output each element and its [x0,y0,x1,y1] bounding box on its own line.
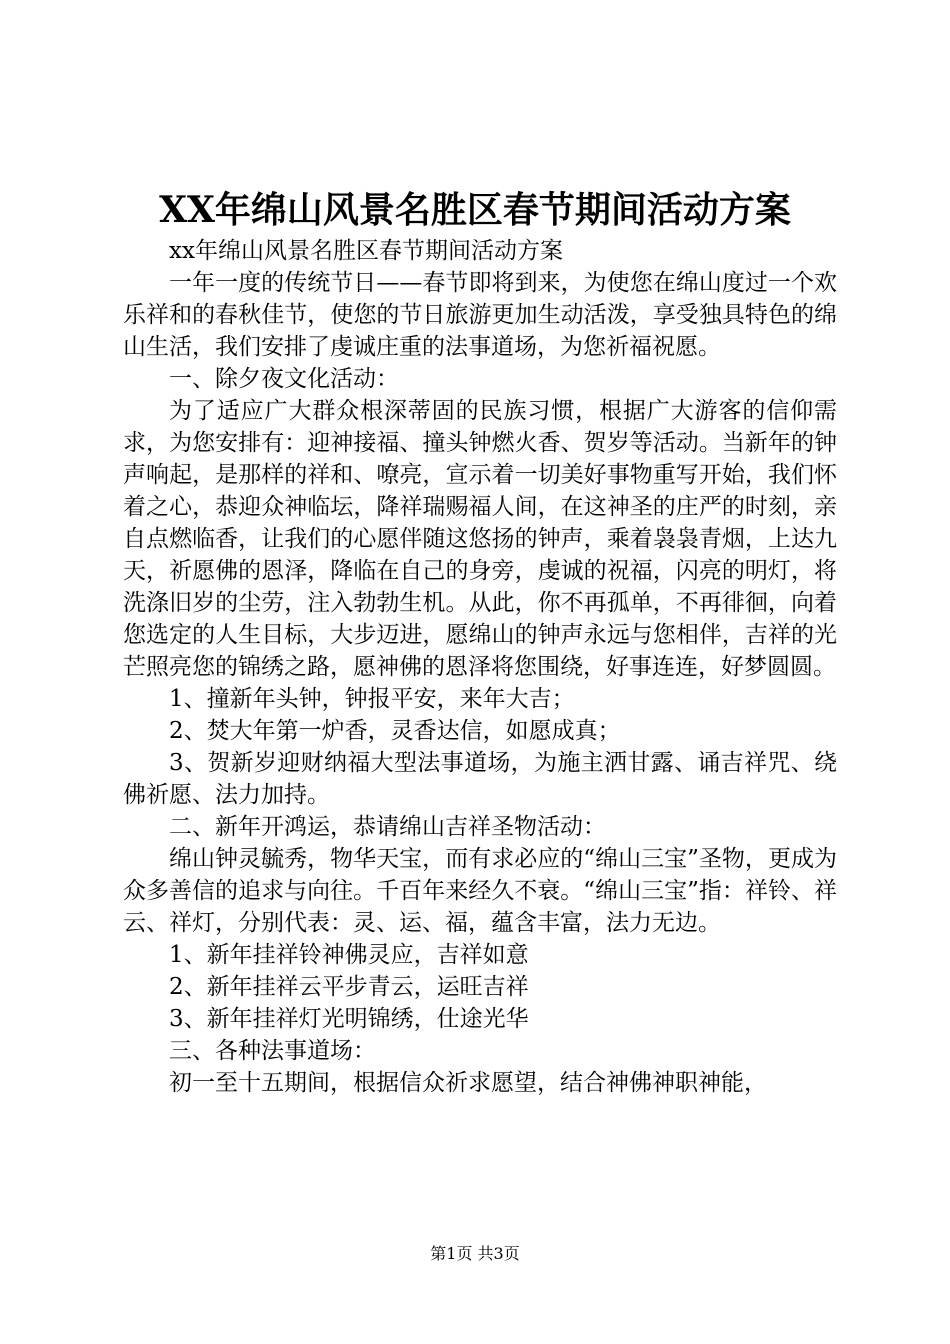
paragraph: xx年绵山风景名胜区春节期间活动方案 [169,238,563,264]
list-item: 3、新年挂祥灯光明锦绣，仕途光华 [169,1006,529,1032]
document-body [123,235,837,1099]
paragraph: 绵山钟灵毓秀，物华天宝，而有求必应的“绵山三宝”圣物，更成为众多善信的追求与向往。千百年来经久不衰。“绵山三宝”指：祥铃、祥云、祥灯，分别代表：灵、运、福，蕴含丰富，法力无边。 [123,846,837,936]
paragraph: 为了适应广大群众根深蒂固的民族习惯，根据广大游客的信仰需求，为您安排有：迎神接福、撞头钟燃火香、贺岁等活动。当新年的钟声响起，是那样的祥和、嘹亮，宣示着一切美好事物重写开始，我们怀着之心，恭迎众神临坛，降祥瑞赐福人间，在这神圣的庄严的时刻，亲自点燃临香，让我们的心愿伴随这悠扬的钟声，乘着袅袅青烟，上达九天，祈愿佛的恩泽，降临在自己的身旁，虔诚的祝福，闪亮的明灯，将洗涤旧岁的尘劳，注入勃勃生机。从此，你不再孤单，不再徘徊，向着您选定的人生目标，大步迈进，愿绵山的钟声永远与您相伴，吉祥的光芒照亮您的锦绣之路，愿神佛的恩泽将您围绕，好事连连，好梦圆圆。 [123,398,837,680]
list-item: 1、撞新年头钟，钟报平安，来年大吉； [169,686,575,712]
list-item: 3、贺新岁迎财纳福大型法事道场，为施主洒甘露、诵吉祥咒、绕佛祈愿、法力加持。 [123,750,837,808]
list-item: 2、新年挂祥云平步青云，运旺吉祥 [169,974,529,1000]
paragraph: 初一至十五期间，根据信众祈求愿望，结合神佛神职神能， [169,1070,767,1096]
list-item: 1、新年挂祥铃神佛灵应，吉祥如意 [169,942,529,968]
document-title: XX年绵山风景名胜区春节期间活动方案 [159,189,791,231]
page-footer: 第1页 共3页 [430,1244,520,1263]
list-item: 2、焚大年第一炉香，灵香达信，如愿成真； [169,718,621,744]
paragraph: 一年一度的传统节日——春节即将到来，为使您在绵山度过一个欢乐祥和的春秋佳节，使您的节日旅游更加生动活泼，享受独具特色的绵山生活，我们安排了虔诚庄重的法事道场，为您祈福祝愿。 [123,270,837,360]
section-heading: 三、各种法事道场： [169,1038,376,1064]
section-heading: 一、除夕夜文化活动： [169,366,399,392]
section-heading: 二、新年开鸿运，恭请绵山吉祥圣物活动： [169,814,606,840]
